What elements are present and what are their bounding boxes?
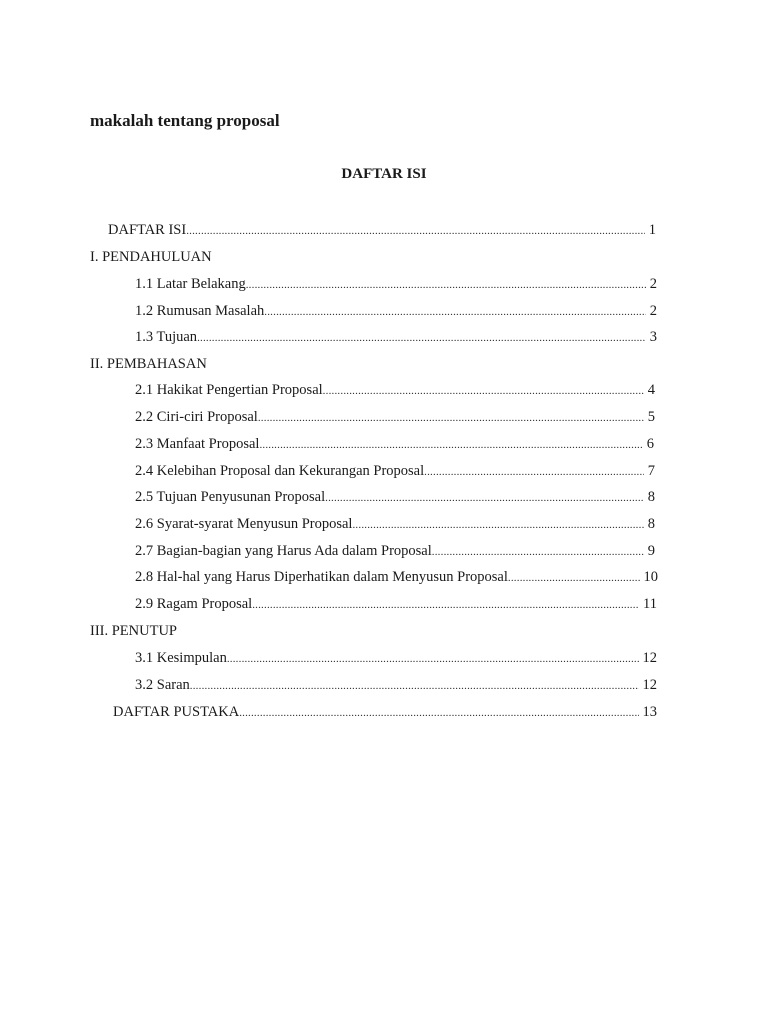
toc-page-number: 1: [648, 222, 656, 238]
toc-section-pembahasan: [0, 353, 768, 375]
toc-entry-tujuan-penyusunan: [0, 486, 768, 508]
toc-leader-dots: [186, 220, 645, 242]
toc-entry-manfaat: [0, 433, 768, 455]
toc-entry-label: DAFTAR PUSTAKA: [113, 704, 240, 720]
toc-entry-kesimpulan: [0, 647, 768, 669]
toc-leader-dots: [325, 487, 644, 509]
toc-entry-tujuan: [0, 326, 768, 348]
toc-leader-dots: [508, 567, 640, 589]
toc-entry-syarat: [0, 513, 768, 535]
toc-entry-label: 2.5 Tujuan Penyusunan Proposal: [135, 489, 326, 505]
toc-section-label: II. PEMBAHASAN: [90, 356, 207, 372]
toc-page-number: 6: [646, 436, 654, 452]
toc-entry-bagian: [0, 540, 768, 562]
document-title: makalah tentang proposal: [90, 111, 280, 130]
toc-leader-dots: [239, 702, 638, 724]
toc-entry-label: 2.9 Ragam Proposal: [135, 596, 253, 612]
toc-leader-dots: [252, 594, 639, 616]
toc-leader-dots: [259, 434, 642, 456]
toc-page-number: 12: [642, 677, 657, 693]
toc-page-number: 3: [649, 329, 657, 345]
toc-entry-label: 2.3 Manfaat Proposal: [135, 436, 260, 452]
toc-entry-saran: [0, 674, 768, 696]
toc-page-number: 8: [647, 489, 655, 505]
toc-entry-label: 2.6 Syarat-syarat Menyusun Proposal: [135, 516, 353, 532]
toc-page-number: 2: [649, 303, 657, 319]
toc-section-pendahuluan: [0, 246, 768, 268]
toc-entry-label: DAFTAR ISI: [108, 222, 187, 238]
toc-entry-ciri-ciri: [0, 406, 768, 428]
toc-entry-latar-belakang: [0, 273, 768, 295]
toc-section-label: I. PENDAHULUAN: [90, 249, 212, 265]
toc-leader-dots: [227, 648, 639, 670]
toc-leader-dots: [323, 380, 644, 402]
toc-page-number: 11: [643, 596, 657, 612]
toc-page-number: 9: [647, 543, 655, 559]
toc-entry-label: 2.7 Bagian-bagian yang Harus Ada dalam Proposal: [135, 543, 432, 559]
toc-page-number: 10: [643, 569, 658, 585]
toc-entry-daftar-isi: [0, 219, 768, 241]
toc-page-number: 2: [649, 276, 657, 292]
toc-page-number: 8: [647, 516, 655, 532]
toc-leader-dots: [197, 327, 646, 349]
toc-leader-dots: [424, 461, 644, 483]
toc-entry-daftar-pustaka: [0, 701, 768, 723]
toc-section-label: III. PENUTUP: [90, 623, 177, 639]
toc-entry-label: 1.1 Latar Belakang: [135, 276, 246, 292]
toc-entry-label: 3.2 Saran: [135, 677, 190, 693]
toc-entry-label: 3.1 Kesimpulan: [135, 650, 227, 666]
toc-page-number: 7: [647, 463, 655, 479]
toc-page-number: 12: [642, 650, 657, 666]
toc-leader-dots: [432, 541, 644, 563]
toc-heading: DAFTAR ISI: [341, 166, 427, 182]
toc-page-number: 5: [647, 409, 655, 425]
toc-entry-label: 2.8 Hal-hal yang Harus Diperhatikan dalam Menyusun Proposal: [135, 569, 508, 585]
toc-entry-label: 1.3 Tujuan: [135, 329, 198, 345]
toc-entry-ragam: [0, 593, 768, 615]
toc-entry-hakikat: [0, 379, 768, 401]
toc-entry-hal-hal: [0, 566, 768, 588]
toc-page-number: 4: [647, 382, 655, 398]
toc-entry-label: 2.2 Ciri-ciri Proposal: [135, 409, 258, 425]
toc-entry-label: 2.1 Hakikat Pengertian Proposal: [135, 382, 323, 398]
toc-leader-dots: [264, 301, 645, 323]
toc-page-number: 13: [642, 704, 657, 720]
toc-leader-dots: [258, 407, 644, 429]
toc-entry-label: 1.2 Rumusan Masalah: [135, 303, 265, 319]
toc-leader-dots: [246, 274, 646, 296]
toc-section-penutup: [0, 620, 768, 642]
toc-entry-rumusan-masalah: [0, 300, 768, 322]
toc-leader-dots: [190, 675, 639, 697]
toc-entry-kelebihan: [0, 460, 768, 482]
toc-leader-dots: [352, 514, 643, 536]
toc-entry-label: 2.4 Kelebihan Proposal dan Kekurangan Proposal: [135, 463, 425, 479]
